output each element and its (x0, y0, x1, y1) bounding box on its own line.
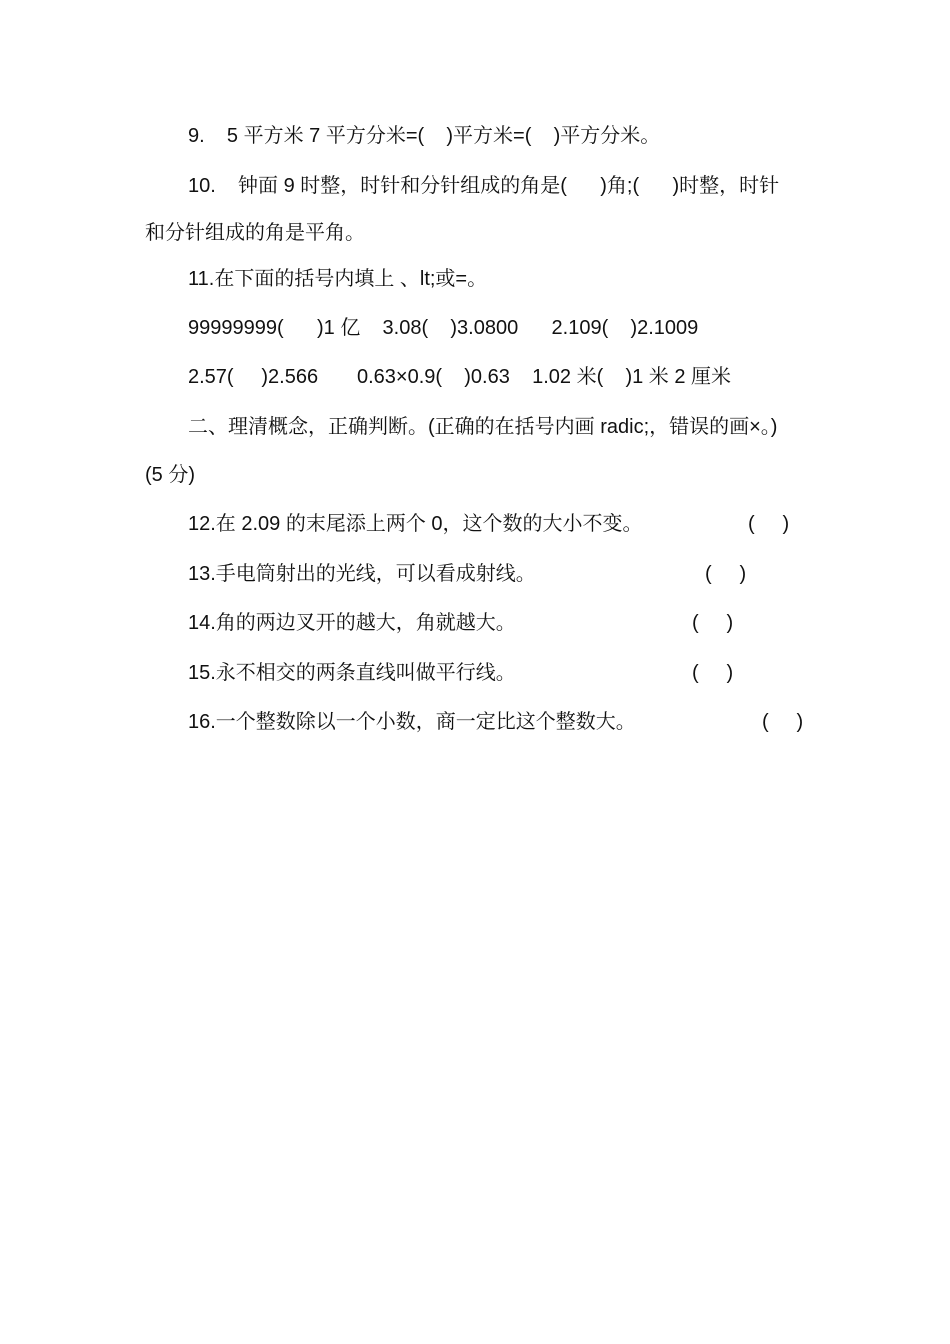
judgment-question-15: 15.永不相交的两条直线叫做平行线。 (188, 662, 516, 684)
question-10-line-2: 和分针组成的角是平角。 (145, 222, 365, 244)
section-2-score: (5 分) (145, 464, 195, 486)
answer-blank-15: ( ) (692, 662, 734, 684)
section-2-heading: 二、理清概念，正确判断。(正确的在括号内画 radic;，错误的画×。) (188, 416, 778, 438)
answer-blank-16: ( ) (762, 711, 804, 733)
answer-blank-14: ( ) (692, 612, 734, 634)
question-11: 11.在下面的括号内填上 、lt;或=。 (188, 268, 488, 290)
question-10-line-1: 10. 钟面 9 时整，时针和分针组成的角是( )角;( )时整，时针 (188, 175, 780, 197)
question-11-row-2: 2.57( )2.566 0.63×0.9( )0.63 1.02 米( )1 米 2 厘米 (188, 366, 732, 388)
judgment-question-16: 16.一个整数除以一个小数，商一定比这个整数大。 (188, 711, 636, 733)
answer-blank-13: ( ) (705, 563, 747, 585)
judgment-question-12: 12.在 2.09 的末尾添上两个 0，这个数的大小不变。 (188, 513, 643, 535)
question-11-row-1: 99999999( )1 亿 3.08( )3.0800 2.109( )2.1009 (188, 317, 699, 339)
judgment-question-13: 13.手电筒射出的光线，可以看成射线。 (188, 563, 536, 585)
question-9: 9. 5 平方米 7 平方分米=( )平方米=( )平方分米。 (188, 125, 661, 147)
judgment-question-14: 14.角的两边叉开的越大，角就越大。 (188, 612, 516, 634)
answer-blank-12: ( ) (748, 513, 790, 535)
